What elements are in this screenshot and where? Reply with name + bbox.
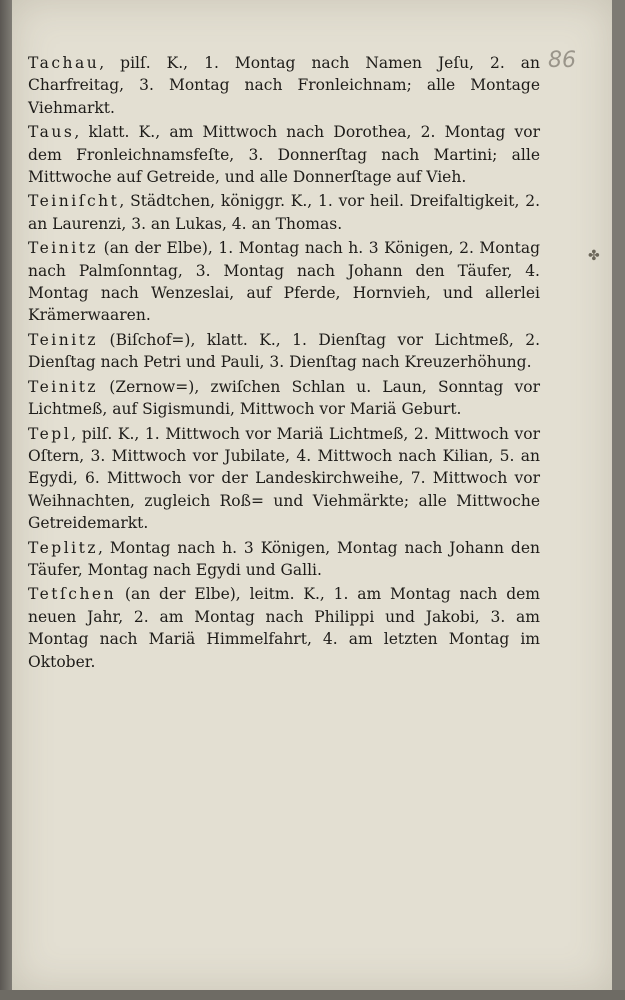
entry-text: , pilſ. K., 1. Montag nach Namen Jeſu, 2. an Charfreitag, 3. Montag nach Fronleichnam; alle Montage Viehmarkt. <box>28 54 540 117</box>
entry-teinitz-bischof <box>28 329 540 374</box>
entry-text: (Biſchof=), klatt. K., 1. Dienſtag vor Lichtmeß, 2. Dienſtag nach Petri und Pauli, 3. Dienſtag nach Kreuzerhöhung. <box>28 330 540 372</box>
entry-head: Tachau <box>28 54 100 72</box>
page-bottom-edge <box>0 990 625 1000</box>
entry-head: Tepl <box>28 424 72 443</box>
entry-text: (an der Elbe), 1. Montag nach h. 3 Königen, 2. Montag nach Palmſonntag, 3. Montag nach Johann den Täufer, 4. Montag nach Wenzeslai, auf Pferde, Hornvieh, und allerlei Krämerwaaren. <box>28 239 540 325</box>
entry-text: , Städtchen, königgr. K., 1. vor heil. Dreifaltigkeit, 2. an Laurenzi, 3. an Lukas, 4. an Thomas. <box>28 192 540 233</box>
entry-teinischt <box>28 190 540 235</box>
entry-text: , klatt. K., am Mittwoch nach Dorothea, 2. Montag vor dem Fronleichnamsfeſte, 3. Donnerſtag nach Martini; alle Mittwoche auf Getreide, und alle Donnerſtage auf Vieh. <box>28 123 540 187</box>
entry-head: Teinitz <box>28 377 99 396</box>
market-listing <box>28 52 540 675</box>
entry-head: Teplitz <box>28 538 99 557</box>
margin-mark-icon: ✤ <box>588 248 600 264</box>
entry-tetschen <box>28 583 540 673</box>
entry-head: Teiniſcht <box>28 192 120 211</box>
entry-head: Teinitz <box>28 239 99 258</box>
entry-taus <box>28 121 540 188</box>
entry-teplitz <box>28 537 540 582</box>
entry-tachau <box>28 52 540 119</box>
entry-text: (an der Elbe), leitm. K., 1. am Montag nach dem neuen Jahr, 2. am Montag nach Philippi und Jakobi, 3. am Montag nach Mariä Himmelfahrt, 4. am letzten Montag im Oktober. <box>28 585 540 671</box>
handwritten-page-number: 86 <box>548 48 576 73</box>
entry-text: , pilſ. K., 1. Mittwoch vor Mariä Lichtmeß, 2. Mittwoch vor Oſtern, 3. Mittwoch vor Jubilate, 4. Mittwoch nach Kilian, 5. an Egydi, 6. Mittwoch vor der Landeskirchweihe, 7. Mittwoch vor Weihnachten, zugleich Roß= und Viehmärkte; alle Mittwoche Getreidemarkt. <box>28 424 540 533</box>
entry-head: Tetſchen <box>28 585 117 604</box>
entry-teinitz-elbe <box>28 237 540 327</box>
entry-head: Teinitz <box>28 330 99 349</box>
entry-teinitz-zernow <box>28 376 540 421</box>
entry-tepl <box>28 423 540 535</box>
entry-text: (Zernow=), zwiſchen Schlan u. Laun, Sonntag vor Lichtmeß, auf Sigismundi, Mittwoch vor Mariä Geburt. <box>28 377 540 419</box>
entry-head: Taus <box>28 123 75 142</box>
entry-text: , Montag nach h. 3 Königen, Montag nach Johann den Täufer, Montag nach Egydi und Galli. <box>28 538 540 579</box>
